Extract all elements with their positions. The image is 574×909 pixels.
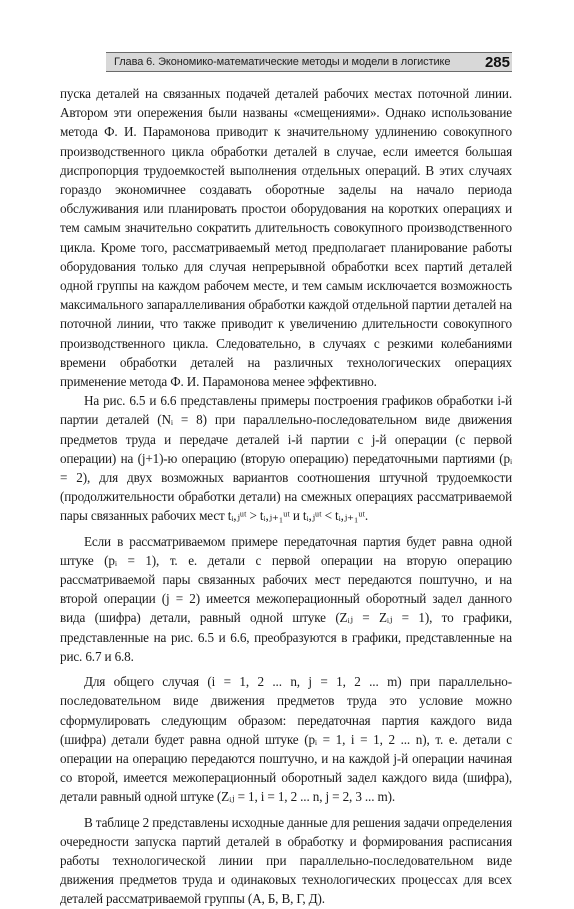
body-text <box>60 84 512 909</box>
paragraph: Если в рассматриваемом примере передаточная партия будет равна одной штуке (pᵢ = 1), т. е. детали с первой операции на вторую операцию рассматриваемой пары связанных рабочих мест передаются поштучно, и на второй операции (j = 2) имеется межоперационный оборотный задел данного вида (шифра) детали, равный одной штуке (Zᵢⱼ = Zᵢⱼ = 1), то графики, представленные на рис. 6.5 и 6.6, преобразуются в графики, представленные на рис. 6.7 и 6.8. <box>60 533 512 664</box>
paragraph: Для общего случая (i = 1, 2 ... n, j = 1, 2 ... m) при параллельно-последовательном виде движения предметов труда это условие можно сформулировать следующим образом: передаточная партия каждого вида (шифра) детали будет равна одной штуке (pᵢ = 1, i = 1, 2 ... n), т. е. детали с операции на операцию передаются поштучно, и на каждой j-й операции начиная со второй, имеется межоперационный оборотный задел каждого вида (шифра), детали равный одной штуке (Zᵢⱼ = 1, i = 1, 2 ... n, j = 2, 3 ... m). <box>60 674 512 805</box>
page-number: 285 <box>484 53 510 71</box>
paragraph: В таблице 2 представлены исходные данные для решения задачи определения очередности запуска партий деталей в обработку и формирования расписания работы технологической линии при параллельно-последовательном виде движения предметов труда и одинаковых технологических процессах для всех деталей рассматриваемой группы (А, Б, В, Г, Д). <box>60 814 512 907</box>
running-header <box>106 52 512 72</box>
chapter-title: Глава 6. Экономико-математические методы и модели в логистике <box>114 56 451 68</box>
paragraph: На рис. 6.5 и 6.6 представлены примеры построения графиков обработки i-й партии деталей (Nᵢ = 8) при параллельно-последовательном виде движения предметов труда и передаче деталей i-й партии с j-й операции (с первой операции) на (j+1)-ю операцию (вторую операцию) передаточными партиями (pᵢ = 2), для двух возможных вариантов соотношения штучной трудоемкости (продолжительности обработки детали) на смежных операциях рассматриваемой пары связанных рабочих мест tᵢ,ⱼᵘᵗ > tᵢ,ⱼ₊₁ᵘᵗ и tᵢ,ⱼᵘᵗ < tᵢ,ⱼ₊₁ᵘᵗ. <box>60 393 512 524</box>
paragraph: пуска деталей на связанных подачей деталей рабочих местах поточной линии. Автором эти опережения были названы «смещениями». Однако использование метода Ф. И. Парамонова приводит к значительному удлинению совокупного производственного цикла обработки деталей в случае, если имеется большая диспропорция трудоемкостей выполнения отдельных операций. В этих случаях гораздо экономичнее создавать оборотные заделы на начало периода обслуживания или планировать простои оборудования на коротких операциях и тем самым значительно сократить длительность совокупного производственного цикла. Кроме того, рассматриваемый метод предполагает планирование работы оборудования только для случая непрерывной обработки всех партий деталей одной группы на каждом рабочем месте, и тем самым исключается возможность максимального запараллеливания обработки каждой отдельной партии деталей на поточной линии, что также приводит к увеличению длительности совокупного производственного цикла. Следовательно, в случаях с резкими колебаниями времени обработки деталей на различных технологических операциях применение метода Ф. И. Парамонова менее эффективно. <box>60 86 512 390</box>
